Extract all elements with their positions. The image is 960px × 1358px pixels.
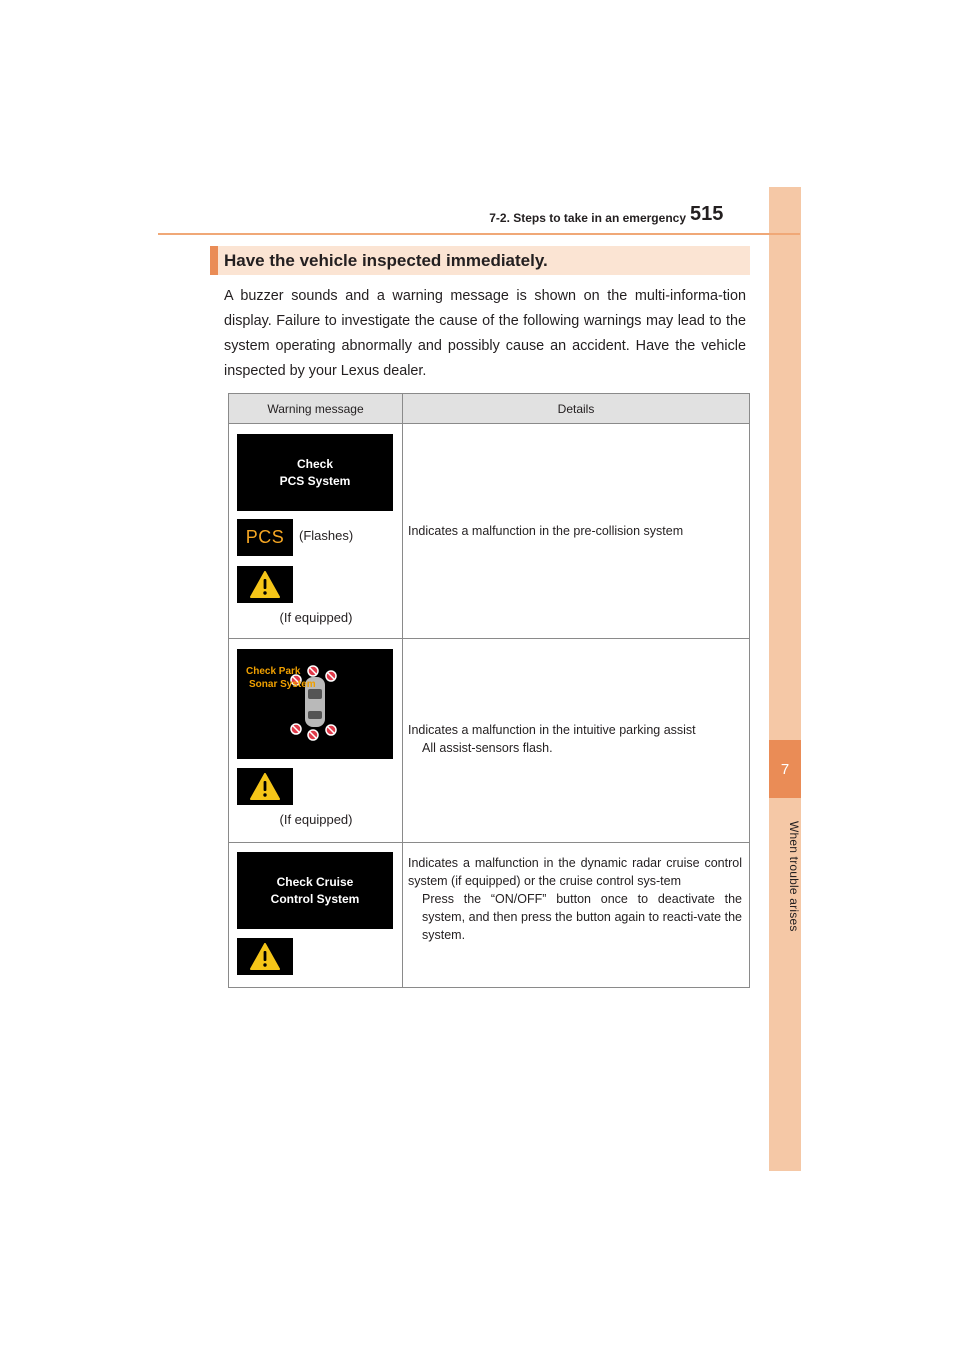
side-tab-strip <box>769 187 801 1171</box>
page-number: 515 <box>690 203 724 225</box>
screen-line: Control System <box>270 891 360 906</box>
warning-triangle-icon <box>237 768 293 805</box>
header-warning-message: Warning message <box>229 394 403 423</box>
details-cell <box>403 639 749 842</box>
details-cell <box>403 843 749 987</box>
if-equipped-note: (If equipped) <box>279 812 353 827</box>
header-rule <box>158 233 800 235</box>
detail-subtext: Press the “ON/OFF” button once to deactivate the system, and then press the button again to reacti-vate the system. <box>422 892 742 942</box>
warning-triangle-icon <box>237 566 293 603</box>
warning-cell <box>229 843 403 987</box>
warning-table <box>228 393 750 988</box>
pcs-message-screen <box>237 434 393 511</box>
screen-line: Check Park <box>246 666 301 677</box>
detail-subtext: All assist-sensors flash. <box>422 741 553 755</box>
section-heading: Have the vehicle inspected immediately. <box>210 246 750 275</box>
flashes-note: (Flashes) <box>299 528 354 543</box>
warning-cell <box>229 639 403 842</box>
header-details: Details <box>557 401 595 416</box>
detail-block <box>408 854 742 944</box>
detail-block <box>408 721 742 757</box>
warning-cell <box>229 424 403 638</box>
detail-text: Indicates a malfunction in the pre-collision system <box>408 524 684 538</box>
screen-line: Check <box>296 456 334 471</box>
chapter-title: When trouble arises <box>787 820 801 932</box>
pcs-indicator-text: PCS <box>245 527 285 547</box>
table-row-pcs <box>229 424 749 639</box>
screen-line: Check Cruise <box>276 874 354 889</box>
cruise-message-screen <box>237 852 393 929</box>
details-cell <box>403 424 749 638</box>
detail-text: Indicates a malfunction in the dynamic radar cruise control system (if equipped) or the cruise control sys-tem <box>408 856 742 888</box>
warning-triangle-icon <box>237 938 293 975</box>
detail-text: Indicates a malfunction in the intuitive parking assist <box>408 723 696 737</box>
pcs-indicator <box>237 519 293 556</box>
screen-line: Sonar System <box>249 679 316 690</box>
table-header <box>229 394 749 424</box>
intro-paragraph: A buzzer sounds and a warning message is shown on the multi-informa-tion display. Failure to investigate the cause of the following warnings may lead to the system operating abnormally and possibly cause an accident. Have the vehicle inspected by your Lexus dealer. <box>224 288 746 379</box>
table-row-sonar <box>229 639 749 843</box>
table-row-cruise <box>229 843 749 987</box>
if-equipped-note: (If equipped) <box>279 610 353 625</box>
chapter-number-tab[interactable]: 7 <box>769 740 801 798</box>
sonar-message-screen <box>237 649 393 759</box>
screen-line: PCS System <box>279 473 351 488</box>
running-header-section: 7-2. Steps to take in an emergency <box>489 211 686 225</box>
